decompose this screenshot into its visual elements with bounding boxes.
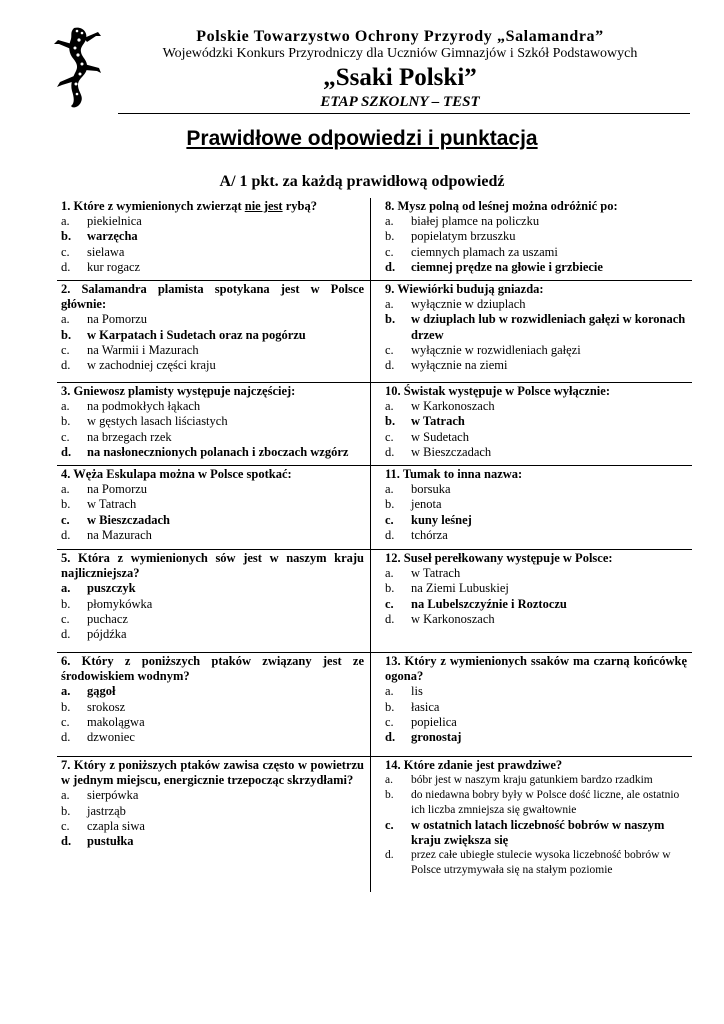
answer-option: [385, 297, 687, 312]
option-text: wyłącznie w rozwidleniach gałęzi: [411, 342, 581, 357]
option-text: sielawa: [87, 244, 125, 259]
question-text: 13. Który z wymienionych ssaków ma czarną końcówkę ogona?: [385, 654, 687, 684]
option-text: wyłącznie w dziuplach: [411, 297, 526, 312]
table-row: [57, 198, 692, 281]
answer-option: [61, 482, 364, 497]
option-text: płomykówka: [87, 596, 153, 611]
correct-answer-option: [385, 260, 687, 275]
answer-option: [61, 312, 364, 327]
option-letter: c.: [385, 244, 394, 259]
answer-option: [61, 260, 364, 275]
question-left-3: [61, 384, 364, 460]
answer-option: [385, 229, 687, 244]
question-left-7: [61, 758, 364, 849]
option-letter: a.: [61, 214, 70, 229]
option-text: na Warmii i Mazurach: [87, 342, 199, 357]
question-left-6: [61, 654, 364, 745]
question-text: 2. Salamandra plamista spotykana jest w Polsce głównie:: [61, 282, 364, 312]
header-divider: [118, 113, 690, 114]
option-letter: c.: [385, 714, 394, 729]
option-letter: d.: [61, 527, 71, 542]
answer-option: [385, 566, 687, 581]
option-letter: a.: [61, 312, 70, 327]
option-letter: b.: [61, 596, 71, 611]
option-letter: d.: [61, 627, 71, 642]
option-text: bóbr jest w naszym kraju gatunkiem bardzo rzadkim: [411, 774, 653, 787]
option-text: w Tatrach: [411, 414, 465, 429]
answer-option: [385, 581, 687, 596]
option-text: makolągwa: [87, 714, 145, 729]
option-text: na Ziemi Lubuskiej: [411, 581, 509, 596]
organization-name: Polskie Towarzystwo Ochrony Przyrody „Salamandra”: [196, 28, 604, 45]
answer-option: [61, 804, 364, 819]
option-text: kuny leśnej: [411, 512, 472, 527]
option-text: w Sudetach: [411, 429, 469, 444]
table-row: [57, 466, 692, 550]
answer-option: [61, 414, 364, 429]
table-row: [57, 383, 692, 466]
option-text: w Karkonoszach: [411, 399, 495, 414]
option-letter: d.: [385, 527, 395, 542]
section-title: A/ 1 pkt. za każdą prawidłową odpowiedź: [219, 173, 505, 190]
answer-option: [385, 684, 687, 699]
option-text: w Bieszczadach: [411, 444, 492, 459]
option-text: borsuka: [411, 482, 451, 497]
option-text: popielica: [411, 714, 457, 729]
option-letter: b.: [61, 497, 71, 512]
questions-table: [57, 198, 692, 892]
option-text: na Pomorzu: [87, 312, 148, 327]
option-letter: b.: [61, 327, 72, 342]
option-letter: c.: [61, 818, 70, 833]
option-text: pójdźka: [87, 627, 127, 642]
option-text: w gęstych lasach liściastych: [87, 414, 228, 429]
question-text: 6. Który z poniższych ptaków związany jest ze środowiskiem wodnym?: [61, 654, 364, 684]
option-letter: c.: [385, 512, 394, 527]
answer-option: [385, 214, 687, 229]
option-text: na podmokłych łąkach: [87, 399, 201, 414]
contest-name: Wojewódzki Konkurs Przyrodniczy dla Uczniów Gimnazjów i Szkół Podstawowych: [162, 46, 638, 61]
option-letter: d.: [61, 834, 72, 849]
correct-answer-option: [61, 834, 364, 849]
option-text: na Lubelszczyźnie i Roztoczu: [411, 596, 567, 611]
option-letter: d.: [385, 444, 395, 459]
option-letter: b.: [385, 497, 395, 512]
option-letter: d.: [385, 611, 395, 626]
option-letter: b.: [61, 229, 72, 244]
option-text: w dziuplach lub w rozwidleniach gałęzi w koronach drzew: [411, 312, 686, 342]
option-text: czapla siwa: [87, 818, 145, 833]
question-right-5: [385, 551, 687, 627]
question-left-4: [61, 467, 364, 543]
option-text: wyłącznie na ziemi: [411, 358, 508, 373]
answer-option: [61, 819, 364, 834]
answer-option: [385, 497, 687, 512]
option-letter: a.: [385, 482, 394, 497]
answer-option: [61, 358, 364, 373]
question-text: 12. Suseł perełkowany występuje w Polsce:: [385, 551, 613, 565]
option-text: jenota: [411, 497, 442, 512]
option-letter: b.: [61, 699, 71, 714]
answer-option: [61, 528, 364, 543]
option-text: do niedawna bobry były w Polsce dość liczne, ale ostatnio ich liczba zmniejsza się gwałtownie: [411, 789, 680, 816]
option-text: ciemnej prędze na głowie i grzbiecie: [411, 259, 603, 274]
answer-option: [385, 700, 687, 715]
question-text: 3. Gniewosz plamisty występuje najczęściej:: [61, 384, 296, 398]
answer-option: [385, 430, 687, 445]
answer-option: [61, 788, 364, 803]
correct-answer-option: [385, 730, 687, 745]
correct-answer-option: [385, 312, 687, 342]
table-row: [57, 281, 692, 383]
answer-option: [61, 627, 364, 642]
answer-option: [61, 430, 364, 445]
question-text: 9. Wiewiórki budują gniazda:: [385, 282, 544, 296]
option-text: puchacz: [87, 611, 128, 626]
option-letter: c.: [61, 244, 70, 259]
answer-option: [385, 773, 687, 788]
option-letter: a.: [385, 774, 393, 787]
question-left-2: [61, 282, 364, 373]
answer-option: [61, 343, 364, 358]
option-text: kur rogacz: [87, 259, 141, 274]
option-letter: b.: [61, 803, 71, 818]
option-letter: b.: [385, 581, 395, 596]
option-text: na Mazurach: [87, 527, 152, 542]
option-letter: a.: [385, 297, 394, 312]
option-letter: c.: [61, 512, 70, 527]
answer-option: [385, 788, 687, 818]
option-text: lis: [411, 684, 423, 699]
answer-option: [385, 848, 687, 878]
question-text: 1. Które z wymienionych zwierząt nie jest rybą?: [61, 199, 317, 213]
question-right-2: [385, 282, 687, 373]
correct-answer-option: [385, 513, 687, 528]
option-letter: d.: [61, 444, 72, 459]
correct-answer-option: [61, 581, 364, 596]
option-text: przez całe ubiegłe stulecie wysoka liczebność bobrów w Polsce utrzymywała się na stałym poziomie: [411, 849, 671, 876]
option-text: białej plamce na policzku: [411, 214, 540, 229]
option-letter: b.: [385, 312, 396, 327]
option-text: w ostatnich latach liczebność bobrów w naszym kraju zwiększa się: [411, 817, 665, 847]
answer-option: [61, 497, 364, 512]
option-text: puszczyk: [87, 581, 136, 596]
option-letter: d.: [61, 730, 71, 745]
answer-option: [385, 482, 687, 497]
answer-option: [385, 343, 687, 358]
option-letter: c.: [385, 817, 394, 832]
question-right-3: [385, 384, 687, 460]
option-letter: c.: [61, 611, 70, 626]
option-text: w Tatrach: [87, 497, 137, 512]
document-title: „Ssaki Polski”: [323, 64, 477, 91]
option-text: w Karkonoszach: [411, 611, 495, 626]
table-row: [57, 653, 692, 757]
table-row: [57, 550, 692, 653]
option-text: piekielnica: [87, 214, 142, 229]
correct-answer-option: [385, 414, 687, 429]
option-letter: a.: [61, 581, 71, 596]
option-text: na brzegach rzek: [87, 429, 172, 444]
option-text: na nasłonecznionych polanach i zboczach wzgórz: [87, 444, 349, 459]
answer-option: [61, 399, 364, 414]
option-text: w Karpatach i Sudetach oraz na pogórzu: [87, 327, 306, 342]
option-text: jastrząb: [87, 803, 126, 818]
answer-option: [61, 715, 364, 730]
option-text: srokosz: [87, 699, 126, 714]
option-letter: c.: [61, 714, 70, 729]
question-text: 11. Tumak to inna nazwa:: [385, 467, 523, 481]
table-row: [57, 757, 692, 892]
option-letter: c.: [61, 429, 70, 444]
option-text: gągoł: [87, 684, 116, 699]
option-letter: d.: [61, 259, 71, 274]
option-letter: c.: [385, 596, 394, 611]
answer-option: [385, 612, 687, 627]
option-letter: d.: [385, 259, 396, 274]
option-letter: a.: [385, 214, 394, 229]
question-text: 8. Mysz polną od leśnej można odróżnić po:: [385, 199, 618, 213]
option-letter: d.: [61, 358, 71, 373]
option-letter: a.: [61, 482, 70, 497]
answer-option: [61, 612, 364, 627]
question-right-1: [385, 199, 687, 275]
option-text: gronostaj: [411, 730, 462, 745]
answer-option: [385, 399, 687, 414]
option-letter: b.: [61, 414, 71, 429]
option-text: popielatym brzuszku: [411, 229, 516, 244]
option-text: w Bieszczadach: [87, 512, 170, 527]
correct-answer-option: [61, 684, 364, 699]
option-text: w zachodniej części kraju: [87, 358, 216, 373]
option-text: tchórza: [411, 527, 448, 542]
option-letter: a.: [61, 399, 70, 414]
option-letter: c.: [385, 342, 394, 357]
option-text: warzęcha: [87, 229, 138, 244]
question-text: 7. Który z poniższych ptaków zawisa często w powietrzu w jednym miejscu, energicznie trzepocząc skrzydłami?: [61, 758, 364, 788]
answer-option: [61, 730, 364, 745]
stage-label: ETAP SZKOLNY – TEST: [320, 94, 480, 110]
question-right-4: [385, 467, 687, 543]
correct-answer-option: [61, 445, 364, 460]
correct-answer-option: [61, 229, 364, 244]
question-text: 10. Świstak występuje w Polsce wyłącznie:: [385, 384, 610, 398]
option-letter: d.: [385, 849, 394, 861]
option-letter: c.: [61, 342, 70, 357]
option-letter: a.: [61, 788, 70, 803]
answer-option: [61, 245, 364, 260]
option-letter: b.: [385, 789, 394, 801]
answer-option: [385, 528, 687, 543]
option-letter: d.: [385, 358, 395, 373]
option-text: ciemnych plamach za uszami: [411, 244, 558, 259]
question-text: 4. Węża Eskulapa można w Polsce spotkać:: [61, 467, 292, 481]
answer-option: [385, 358, 687, 373]
question-text: 14. Które zdanie jest prawdziwe?: [385, 758, 563, 772]
option-text: na Pomorzu: [87, 482, 148, 497]
option-text: łasica: [411, 699, 440, 714]
answer-option: [61, 214, 364, 229]
option-letter: d.: [385, 730, 396, 745]
question-left-5: [61, 551, 364, 642]
option-text: sierpówka: [87, 788, 139, 803]
option-text: pustułka: [87, 834, 134, 849]
document-header: [0, 0, 724, 116]
correct-answer-option: [61, 328, 364, 343]
answer-option: [61, 700, 364, 715]
option-letter: b.: [385, 414, 396, 429]
option-letter: a.: [61, 684, 71, 699]
question-text: 5. Która z wymienionych sów jest w naszym kraju najliczniejsza?: [61, 551, 364, 581]
option-letter: b.: [385, 229, 395, 244]
option-text: w Tatrach: [411, 566, 461, 581]
option-text: dzwoniec: [87, 730, 135, 745]
option-letter: a.: [385, 399, 394, 414]
page-title: Prawidłowe odpowiedzi i punktacja: [186, 127, 538, 150]
correct-answer-option: [385, 818, 687, 848]
correct-answer-option: [385, 597, 687, 612]
salamander-icon: [44, 24, 106, 110]
correct-answer-option: [61, 513, 364, 528]
question-right-7: [385, 758, 687, 878]
answer-option: [385, 245, 687, 260]
option-letter: b.: [385, 699, 395, 714]
answer-option: [385, 445, 687, 460]
question-right-6: [385, 654, 687, 745]
option-letter: a.: [385, 684, 394, 699]
question-left-1: [61, 199, 364, 275]
option-letter: c.: [385, 429, 394, 444]
answer-option: [385, 715, 687, 730]
option-letter: a.: [385, 566, 394, 581]
answer-option: [61, 597, 364, 612]
